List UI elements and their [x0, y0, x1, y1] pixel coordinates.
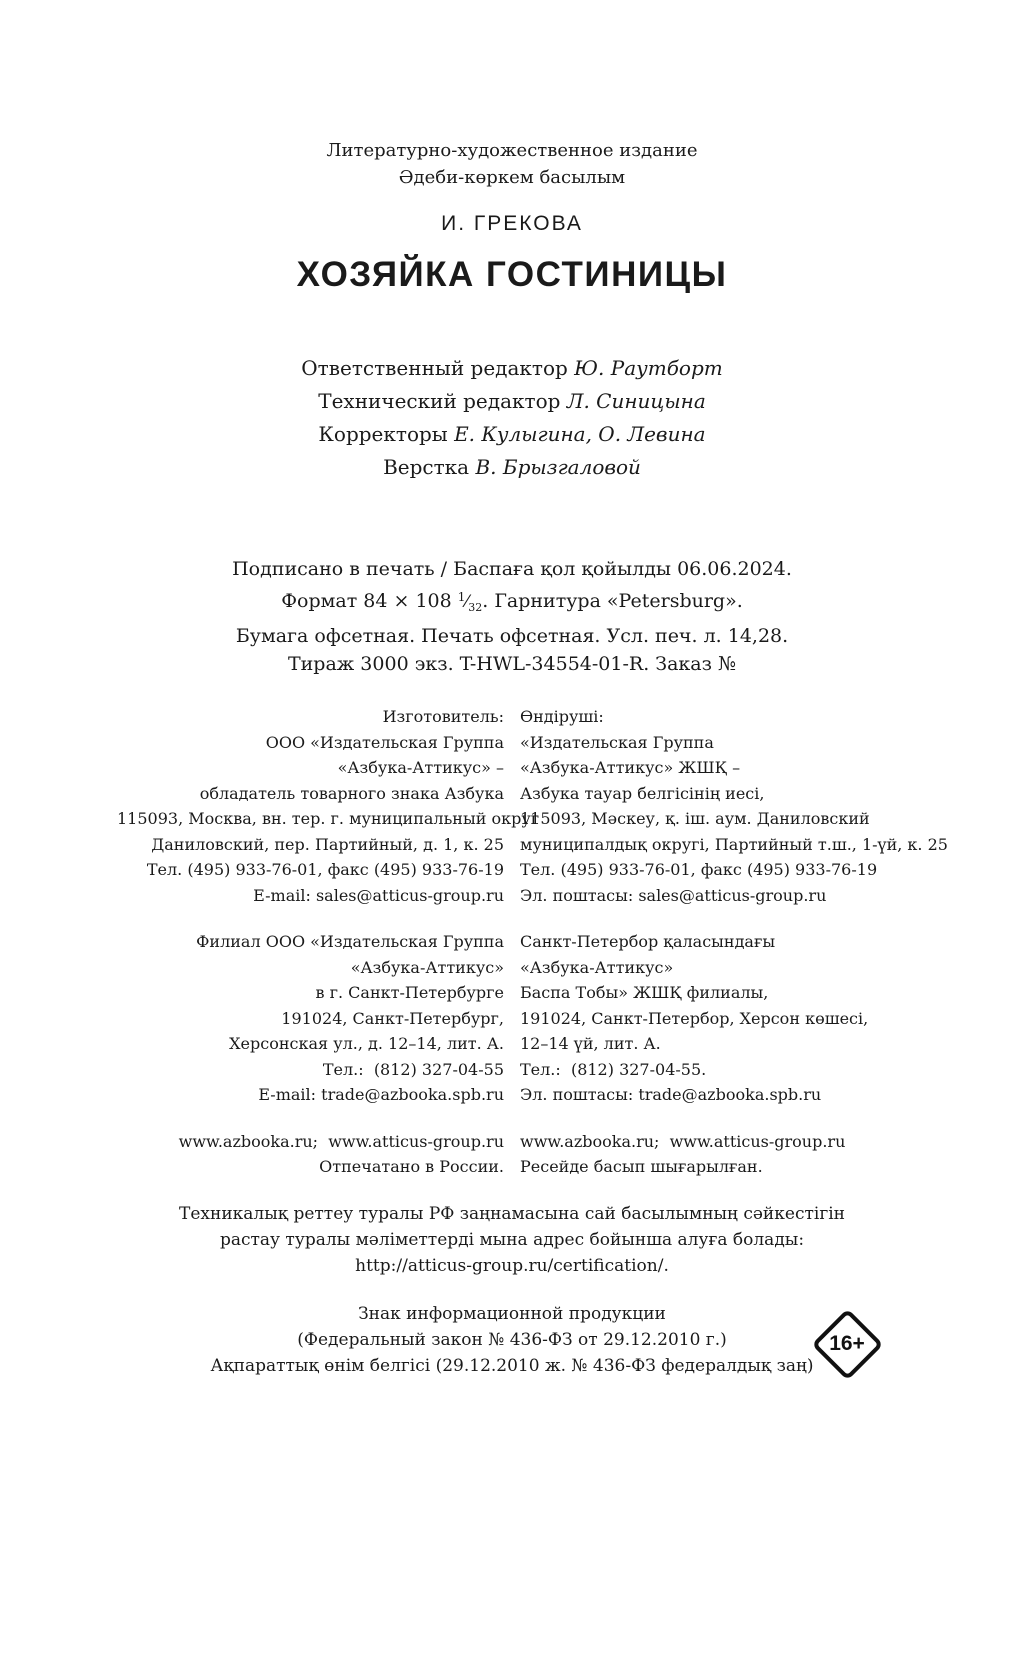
- text-line: Баспа Тобы» ЖШҚ филиалы,: [520, 983, 769, 1002]
- text-line: 115093, Мәскеу, қ. іш. аум. Даниловский: [520, 809, 870, 828]
- age-rating-label: 16+: [829, 1331, 865, 1355]
- text-line: (Федеральный закон № 436-ФЗ от 29.12.2010 г.): [297, 1329, 727, 1350]
- staff-role: Корректоры: [318, 422, 448, 446]
- text-line: «Азбука-Аттикус»: [520, 957, 674, 977]
- staff-person: Е. Кулыгина, О. Левина: [454, 422, 706, 446]
- publisher-column-ru: [117, 704, 540, 1180]
- staff-row: [0, 352, 1024, 385]
- text-line: Тел.: (812) 327-04-55: [322, 1059, 504, 1079]
- text-line: «Азбука-Аттикус» ЖШҚ –: [520, 758, 741, 777]
- text-line: Ақпараттық өнім белгісі (29.12.2010 ж. № 436-ФЗ федералдық заң): [210, 1355, 814, 1376]
- text-line: ООО «Издательская Группа: [265, 732, 504, 752]
- staff-list: [0, 352, 1024, 484]
- text-line: обладатель товарного знака Азбука: [199, 783, 504, 803]
- text-line: Знак информационной продукции: [358, 1303, 666, 1324]
- text-line: Санкт-Петербор қаласындағы: [520, 932, 776, 951]
- text-line: 191024, Санкт-Петербор, Херсон көшесі,: [520, 1008, 869, 1028]
- websites-ru: [117, 1129, 504, 1180]
- text-line: Изготовитель:: [382, 707, 504, 726]
- text-line: www.azbooka.ru; www.atticus-group.ru: [178, 1131, 504, 1151]
- staff-person: В. Брызгаловой: [475, 455, 641, 479]
- text-line: Тел.: (812) 327-04-55.: [520, 1059, 707, 1079]
- text-line: Отпечатано в России.: [319, 1157, 504, 1176]
- websites-kz: [520, 1129, 907, 1180]
- staff-row: [0, 385, 1024, 418]
- print-format-line: Формат 84 × 108 $^1⁄_{32}$. Гарнитура «Petersburg».: [281, 590, 743, 614]
- staff-role: Ответственный редактор: [301, 356, 568, 380]
- staff-role: Технический редактор: [318, 389, 561, 413]
- text-line: «Издательская Группа: [520, 732, 714, 752]
- text-line: Техникалық реттеу туралы РФ заңнамасына сай басылымның сәйкестігін: [179, 1203, 845, 1224]
- text-line: 191024, Санкт-Петербург,: [281, 1008, 504, 1028]
- branch-info-kz: [520, 929, 907, 1108]
- print-run-line: Тираж 3000 экз. T-HWL-34554-01-R. Заказ №: [287, 653, 737, 675]
- book-title: ХОЗЯЙКА ГОСТИНИЦЫ: [296, 255, 728, 294]
- text-line: Херсонская ул., д. 12–14, лит. А.: [229, 1034, 504, 1053]
- edition-type-ru: Литературно-художественное издание: [326, 140, 698, 161]
- edition-type-block: [0, 0, 1024, 191]
- manufacturer-info-ru: [117, 704, 540, 908]
- format-fraction: $^1⁄_{32}$: [457, 590, 483, 614]
- manufacturer-info-kz: [520, 704, 948, 908]
- info-sign-block: [0, 1301, 1024, 1379]
- text-line: Ресейде басып шығарылған.: [520, 1157, 763, 1176]
- text-line: 12–14 үй, лит. А.: [520, 1034, 661, 1053]
- staff-row: [0, 418, 1024, 451]
- text-line: http://atticus-group.ru/certification/.: [355, 1255, 669, 1276]
- staff-person: Ю. Раутборт: [574, 356, 723, 380]
- publisher-columns: [117, 704, 948, 1180]
- text-line: Тел. (495) 933-76-01, факс (495) 933-76-19: [520, 860, 878, 879]
- text-line: E-mail: trade@azbooka.spb.ru: [258, 1085, 504, 1104]
- staff-role: Верстка: [383, 455, 470, 479]
- text-line: Даниловский, пер. Партийный, д. 1, к. 25: [151, 834, 504, 854]
- text-line: Өндіруші:: [520, 707, 604, 726]
- print-details: [0, 555, 1024, 678]
- text-line: 115093, Москва, вн. тер. г. муниципальный округ: [117, 809, 540, 828]
- certification-note: [0, 1201, 1024, 1279]
- staff-row: [0, 451, 1024, 484]
- staff-person: Л. Синицына: [566, 389, 706, 413]
- text-line: Азбука тауар белгісінің иесі,: [520, 783, 765, 803]
- text-line: E-mail: sales@atticus-group.ru: [253, 885, 504, 905]
- text-line: муниципалдық округі, Партийный т.ш., 1-үй, к. 25: [520, 834, 948, 854]
- author-name: И. ГРЕКОВА: [441, 212, 583, 235]
- text-line: «Азбука-Аттикус» –: [337, 758, 504, 777]
- text-line: www.azbooka.ru; www.atticus-group.ru: [520, 1131, 846, 1151]
- text-line: растау туралы мәліметтерді мына адрес бойынша алуға болады:: [219, 1229, 805, 1250]
- branch-info-ru: [117, 929, 504, 1108]
- text-line: «Азбука-Аттикус»: [350, 957, 504, 977]
- text-line: Эл. поштасы: sales@atticus-group.ru: [520, 885, 827, 905]
- text-line: в г. Санкт-Петербурге: [315, 983, 504, 1002]
- text-line: Филиал ООО «Издательская Группа: [196, 932, 504, 951]
- text-line: Эл. поштасы: trade@azbooka.spb.ru: [520, 1085, 822, 1104]
- text-line: Тел. (495) 933-76-01, факс (495) 933-76-19: [146, 860, 504, 879]
- publisher-column-kz: [520, 704, 948, 1180]
- print-paper-line: Бумага офсетная. Печать офсетная. Усл. печ. л. 14,28.: [235, 625, 789, 647]
- edition-type-kz: Әдеби-көркем басылым: [398, 167, 626, 188]
- age-rating-badge: [814, 1311, 880, 1377]
- print-signed-line: Подписано в печать / Баспаға қол қойылды 06.06.2024.: [232, 558, 792, 580]
